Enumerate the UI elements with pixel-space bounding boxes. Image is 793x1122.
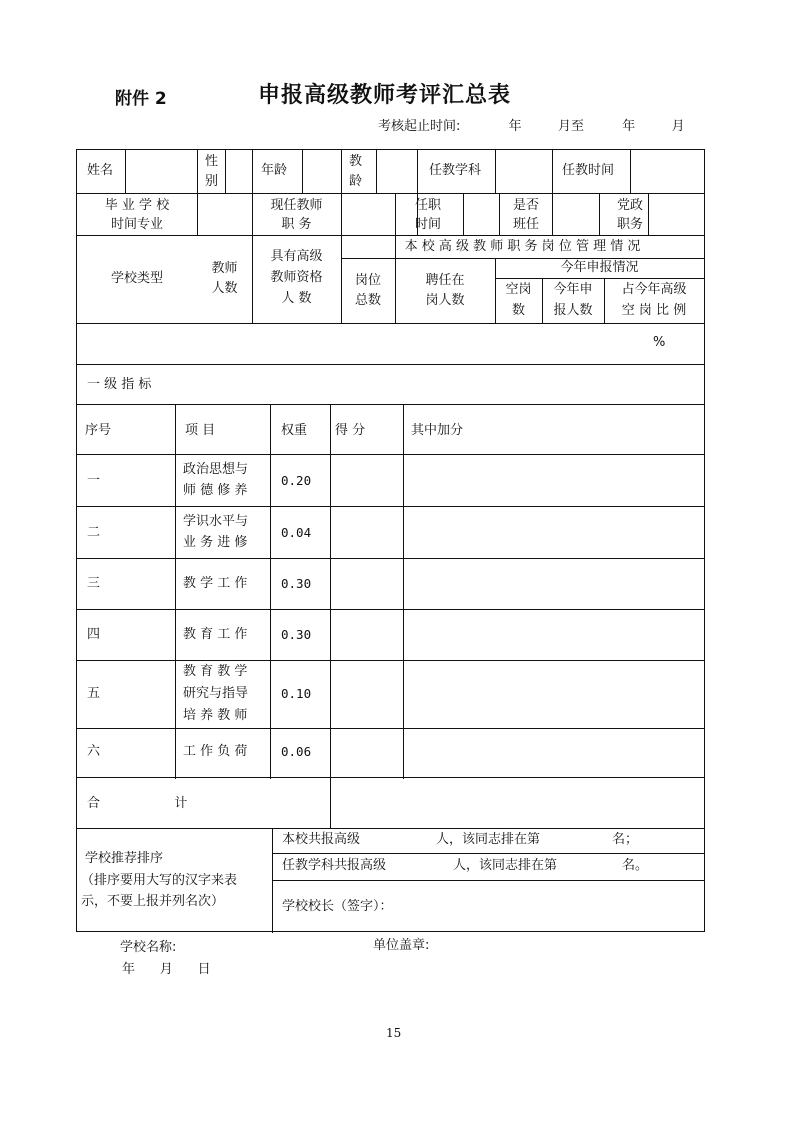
col-divider [599,193,600,235]
col-divider [552,150,553,235]
label-senior-qualified-3: 人 数 [281,291,312,306]
recommend-line-2-end: 名。 [622,858,649,873]
period-year-1: 年 [508,119,522,134]
item-2-line-1: 学识水平与 [183,514,249,529]
label-this-year: 今年申报情况 [560,260,639,275]
label-party-post-2: 职务 [617,217,644,232]
label-gender-1: 性 [205,154,219,169]
recommend-line-2-label: 任教学科共报高级 [282,858,387,873]
recommend-line-1-mid: 人，该同志排在第 [436,832,541,847]
period-month-to: 月至 [557,119,584,134]
unit-seal-label: 单位盖章: [373,938,430,953]
row-divider [77,454,704,455]
label-senior-qualified-1: 具有高级 [270,249,323,264]
label-title-time-1: 任职 [415,198,442,213]
label-graduation-2: 时间专业 [110,217,163,232]
label-school-type: 学校类型 [110,271,163,286]
label-party-post-1: 党政 [617,198,644,213]
recommend-line-2-mid: 人，该同志排在第 [453,858,558,873]
row-divider [77,728,704,729]
weight-2: 0.04 [281,525,312,540]
row-divider [77,609,704,610]
row-divider [77,193,704,194]
col-divider [330,404,331,828]
item-4-line-1: 教 育 工 作 [183,627,248,642]
label-head-teacher-2: 班任 [513,217,540,232]
label-title-time-2: 时间 [415,217,442,232]
label-teaching-age-2: 龄 [349,174,363,189]
item-5-line-2: 研究与指导 [183,686,249,701]
col-divider [376,150,377,193]
label-subject: 任教学科 [429,163,482,178]
col-divider [302,150,303,193]
seq-6: 六 [87,744,101,759]
row-divider [77,828,704,829]
recommend-label-1: 学校推荐排序 [85,851,164,866]
col-divider [403,404,404,779]
seq-2: 二 [87,525,101,540]
label-current-title-2: 职 务 [281,217,312,232]
row-divider [77,558,704,559]
label-current-title-1: 现任教师 [270,198,323,213]
item-1-line-1: 政治思想与 [183,462,249,477]
recommend-line-1-label: 本校共报高级 [282,832,361,847]
label-post-total-2: 总数 [354,293,381,308]
col-divider [495,150,496,193]
label-name: 姓名 [87,163,114,178]
assessment-period [378,115,685,134]
period-label: 考核起止时间: [378,119,461,134]
col-divider [125,150,126,193]
weight-1: 0.20 [281,473,312,488]
seq-1: 一 [87,473,101,488]
col-header-seq: 序号 [85,423,112,438]
period-month: 月 [671,119,685,134]
col-divider [463,193,464,235]
recommend-label-3: 示，不要上报并列名次） [81,894,225,909]
seq-3: 三 [87,576,101,591]
recommend-line-1-end: 名； [612,832,639,847]
period-year-2: 年 [622,119,636,134]
label-ratio-1: 占今年高级 [621,282,687,297]
principal-signature-label: 学校校长（签字）： [282,899,393,914]
seq-5: 五 [87,686,101,701]
weight-4: 0.30 [281,627,312,642]
row-divider [77,364,704,365]
label-teaching-age-1: 教 [349,154,363,169]
col-header-bonus: 其中加分 [411,423,464,438]
label-applicants-2: 报人数 [553,303,593,318]
seq-4: 四 [87,627,101,642]
label-vacancies-1: 空岗 [505,282,532,297]
form-title: 申报高级教师考评汇总表 [258,82,512,108]
item-3-line-1: 教 学 工 作 [183,576,248,591]
item-5-line-3: 培 养 教 师 [183,708,248,723]
school-name-label: 学校名称: [120,940,177,955]
item-2-line-2: 业 务 进 修 [183,535,248,550]
col-divider [648,193,649,235]
col-divider [272,828,273,933]
col-divider [630,150,631,193]
row-divider [272,853,704,854]
label-vacancies-2: 数 [511,303,525,318]
label-teacher-count-1: 教师 [211,261,238,276]
col-header-score: 得 分 [335,423,366,438]
label-ratio-2: 空 岗 比 例 [621,303,687,318]
total-label: 合 计 [87,796,188,811]
label-head-teacher-1: 是否 [513,198,540,213]
item-6-line-1: 工 作 负 荷 [183,744,248,759]
summary-form [76,149,705,932]
row-divider [77,404,704,405]
ratio-percent: % [653,335,666,350]
col-header-item: 项 目 [185,423,216,438]
weight-3: 0.30 [281,576,312,591]
label-senior-qualified-2: 教师资格 [270,270,323,285]
footer-date: 年 月 日 [122,962,211,977]
col-divider [175,404,176,779]
col-divider [225,150,226,193]
col-divider [197,150,198,235]
label-level1-indicators: 一 级 指 标 [87,377,152,392]
label-applicants-1: 今年申 [553,282,593,297]
label-teaching-time: 任教时间 [562,163,615,178]
label-graduation-1: 毕 业 学 校 [104,198,170,213]
item-5-line-1: 教 育 教 学 [183,664,248,679]
label-post-management: 本 校 高 级 教 师 职 务 岗 位 管 理 情 况 [404,239,641,254]
label-age: 年龄 [261,163,288,178]
row-divider [77,506,704,507]
label-gender-2: 别 [205,174,219,189]
row-divider [77,323,704,324]
col-header-weight: 权重 [281,423,308,438]
weight-6: 0.06 [281,744,312,759]
label-employed-1: 聘任在 [425,273,465,288]
col-divider [270,404,271,779]
label-teacher-count-2: 人数 [211,281,238,296]
row-divider [77,660,704,661]
page-number: 15 [386,1026,402,1040]
col-divider [499,193,500,235]
label-post-total-1: 岗位 [354,273,381,288]
recommend-label-2: （排序要用大写的汉字来表 [81,873,238,888]
weight-5: 0.10 [281,686,312,701]
attachment-label: 附件 2 [115,89,167,109]
row-divider [77,777,704,778]
row-divider [272,880,704,881]
label-employed-2: 岗人数 [425,293,465,308]
item-1-line-2: 师 德 修 养 [183,483,248,498]
